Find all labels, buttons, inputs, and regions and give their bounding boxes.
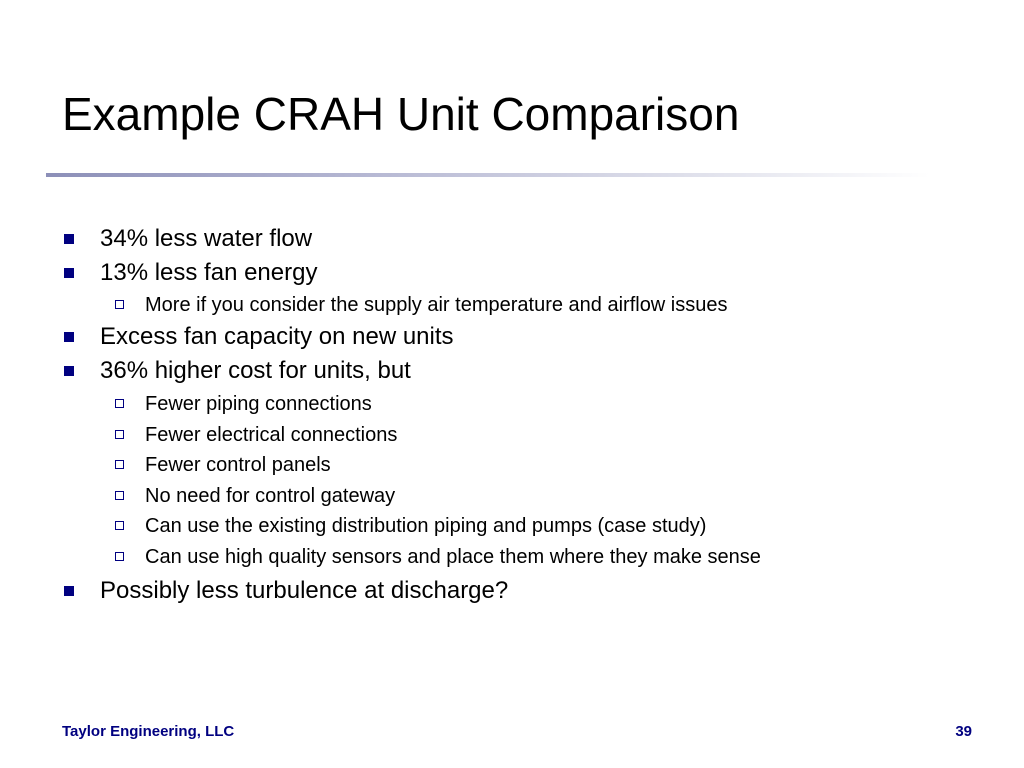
sub-bullet-text: More if you consider the supply air temperature and airflow issues [145, 294, 728, 316]
bullet-text: Possibly less turbulence at discharge? [100, 577, 509, 604]
sub-bullet-item [145, 513, 706, 539]
filled-square-icon [64, 332, 74, 342]
bullet-text: 34% less water flow [100, 225, 313, 252]
sub-bullet-item [145, 422, 397, 448]
filled-square-icon [64, 366, 74, 376]
sub-bullet-text: Fewer piping connections [145, 393, 372, 415]
filled-square-icon [64, 234, 74, 244]
bullet-item [100, 224, 312, 254]
bullet-text: Excess fan capacity on new units [100, 323, 454, 350]
bullet-item [100, 322, 454, 352]
page-number: 39 [955, 723, 972, 740]
hollow-square-icon [115, 399, 124, 408]
bullet-text: 13% less fan energy [100, 259, 318, 286]
filled-square-icon [64, 268, 74, 278]
bullet-item [100, 576, 508, 606]
sub-bullet-text: Fewer control panels [145, 454, 331, 476]
title-divider [46, 173, 930, 177]
slide-title: Example CRAH Unit Comparison [62, 88, 740, 140]
sub-bullet-text: Can use the existing distribution piping and pumps (case study) [145, 515, 707, 537]
sub-bullet-text: Can use high quality sensors and place them where they make sense [145, 546, 761, 568]
hollow-square-icon [115, 430, 124, 439]
hollow-square-icon [115, 460, 124, 469]
sub-bullet-item [145, 292, 728, 318]
bullet-item [100, 258, 317, 288]
hollow-square-icon [115, 491, 124, 500]
sub-bullet-text: No need for control gateway [145, 485, 396, 507]
bullet-item [100, 356, 411, 386]
sub-bullet-item [145, 544, 761, 570]
hollow-square-icon [115, 300, 124, 309]
filled-square-icon [64, 586, 74, 596]
hollow-square-icon [115, 521, 124, 530]
bullet-text: 36% higher cost for units, but [100, 357, 411, 384]
sub-bullet-text: Fewer electrical connections [145, 424, 398, 446]
sub-bullet-item [145, 391, 372, 417]
sub-bullet-item [145, 483, 395, 509]
hollow-square-icon [115, 552, 124, 561]
footer-company: Taylor Engineering, LLC [62, 723, 235, 740]
sub-bullet-item [145, 452, 331, 478]
